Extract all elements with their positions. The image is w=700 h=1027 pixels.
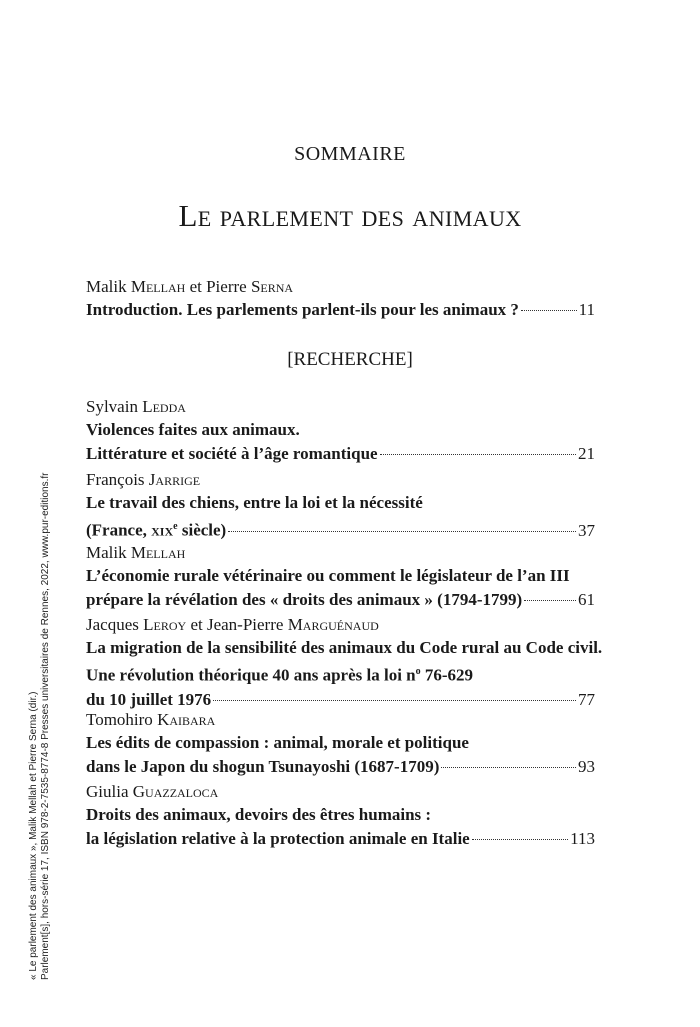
dot-leader bbox=[472, 839, 568, 840]
entry-title-line: Le travail des chiens, entre la loi et la nécessité bbox=[86, 493, 423, 512]
toc-entry[interactable] bbox=[86, 469, 595, 543]
entry-authors: Sylvain Ledda bbox=[86, 397, 186, 416]
entry-title-line: Les édits de compassion : animal, morale et politique bbox=[86, 733, 469, 752]
dot-leader bbox=[228, 531, 576, 532]
toc-entry[interactable] bbox=[86, 781, 595, 851]
entry-title-line: La migration de la sensibilité des animaux du Code rural au Code civil. bbox=[86, 638, 603, 657]
side-credit bbox=[28, 460, 52, 980]
toc-entry-introduction[interactable] bbox=[86, 276, 595, 322]
entry-authors: François Jarrige bbox=[86, 470, 201, 489]
entry-title: Introduction. Les parlements parlent-ils pour les animaux ? 11 bbox=[86, 298, 595, 322]
entry-authors: Jacques Leroy et Jean-Pierre Marguénaud bbox=[86, 615, 379, 634]
page-number: 37 bbox=[578, 520, 595, 540]
section-label-recherche: [RECHERCHE] bbox=[287, 349, 413, 370]
entry-title-line: L’économie rurale vétérinaire ou comment le législateur de l’an III bbox=[86, 566, 570, 585]
page-number: 93 bbox=[578, 757, 595, 776]
entry-title-last-line: la législation relative à la protection animale en Italie 113 bbox=[86, 827, 595, 851]
book-title: Le parlement des animaux bbox=[178, 198, 522, 233]
entry-title-line: Violences faites aux animaux. bbox=[86, 420, 300, 439]
page-number: 113 bbox=[570, 829, 595, 848]
dot-leader bbox=[521, 310, 577, 311]
toc-entry[interactable] bbox=[86, 709, 595, 779]
entry-title-last-line: Littérature et société à l’âge romantique 21 bbox=[86, 442, 595, 466]
entry-title-last-line: (France, xix$^e$ siècle) 37 bbox=[86, 515, 595, 543]
side-credit-line: « Le parlement des animaux », Malik Mellah et Pierre Serna (dir.) bbox=[28, 691, 39, 980]
entry-title-last-line: prépare la révélation des « droits des animaux » (1794-1799) 61 bbox=[86, 588, 595, 612]
entry-title-line: Droits des animaux, devoirs des êtres humains : bbox=[86, 805, 432, 824]
entry-authors: Tomohiro Kaibara bbox=[86, 710, 216, 729]
entry-authors: Giulia Guazzaloca bbox=[86, 782, 219, 801]
toc-entry[interactable] bbox=[86, 614, 603, 712]
side-credit-line: Parlement[s], hors-série 17, ISBN 978-2-7535-8774-8 Presses universitaires de Rennes, 2022, www.pur-editions.fr bbox=[40, 472, 51, 980]
entry-authors: Malik Mellah et Pierre Serna bbox=[86, 277, 294, 296]
dot-leader bbox=[213, 700, 576, 701]
page-number: 21 bbox=[578, 444, 595, 463]
dot-leader bbox=[380, 454, 576, 455]
toc-entry[interactable] bbox=[86, 396, 595, 466]
entry-authors: Malik Mellah bbox=[86, 543, 186, 562]
page-number: 11 bbox=[578, 300, 595, 319]
dot-leader bbox=[441, 767, 576, 768]
sommaire-heading: SOMMAIRE bbox=[294, 143, 406, 165]
entry-title-last-line: dans le Japon du shogun Tsunayoshi (1687-1709) 93 bbox=[86, 755, 595, 779]
dot-leader bbox=[524, 600, 576, 601]
page-number: 61 bbox=[578, 590, 595, 609]
page-number: 77 bbox=[578, 689, 595, 709]
entry-title-last-line: du 10 juillet 1976 77 bbox=[86, 688, 595, 712]
toc-entry[interactable] bbox=[86, 542, 595, 612]
entry-title-line: Une révolution théorique 40 ans après la loi $n^o$ 76-629 bbox=[86, 665, 474, 685]
